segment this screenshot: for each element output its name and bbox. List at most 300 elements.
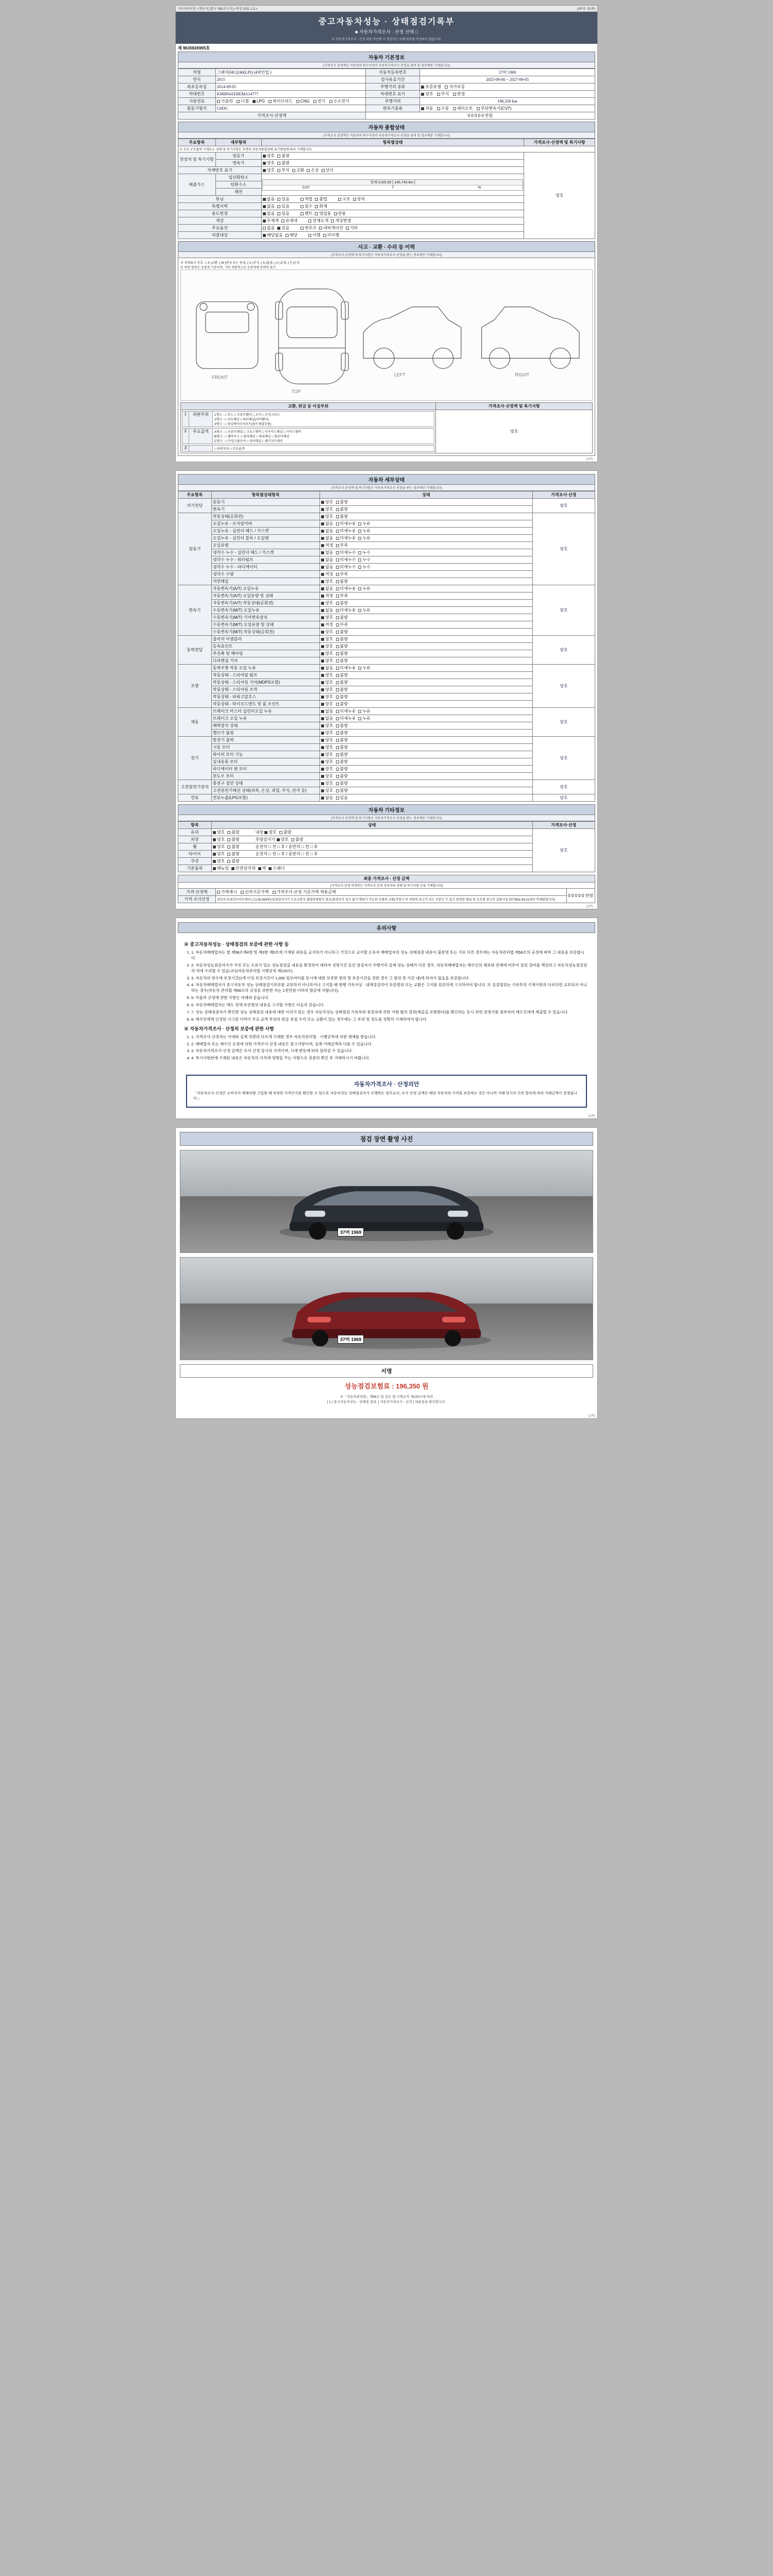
table-row (178, 650, 595, 657)
other-item-1: 외장 (178, 836, 212, 843)
accident-row-no-1: 1 (182, 411, 189, 427)
detail-state-6-4[interactable] (320, 766, 533, 773)
detail-state-4-0-option-1: 미세누유 (340, 666, 356, 670)
accident-row2-line3[interactable]: C랭크 : □ 트렁크플로어 □ 리어패널 □ 패키지트레이 (214, 440, 283, 443)
detail-state-6-2-option-1: 불량 (340, 752, 348, 757)
detail-item-2-2: 자동변속기(A/T) 작동상태(공회전) (211, 600, 320, 607)
declaration-text: 「자동차조사·산정은 소비자가 매매차량 구입할 때 적정한 가격인지를 확인할 수 있도록 자동차성능·상태점검자가 수행하는 업무로서, 조사·산정 금액은 해당 자동차의 가격을 보증하는 것은 아니며 거래 당사자 간의 합의에 따라 거래금액이 결정됩니다.」 (193, 1092, 577, 1101)
page-title: 중고자동차성능 · 상태점검기록부 (318, 18, 455, 26)
overall-item-main-options: 주요옵션 (178, 225, 262, 232)
photo-rear-view[interactable] (180, 1257, 593, 1360)
overall-lead: ※ 주요 구조물의 기재요소·상태 및 특기사항은 후면의 자동차종합상태 표기방법에 따라 기재합니다. (178, 146, 595, 152)
detail-state-2-6[interactable] (320, 629, 533, 636)
detail-header-1: 항목별상태항목 (211, 492, 320, 499)
detail-state-2-4[interactable] (320, 614, 533, 621)
notice-list-1 (191, 950, 589, 1023)
detail-state-5-1[interactable] (320, 715, 533, 722)
detail-state-2-3-option-1: 미세누유 (340, 608, 356, 613)
car-diagram[interactable] (180, 269, 593, 401)
other-state-1-option-1: 불량 (231, 837, 240, 842)
fuel-options[interactable] (215, 98, 365, 105)
detail-item-1-3: 오일누유 - 실린더 블록 / 오일팬 (211, 535, 320, 542)
detail-state-6-5-option-1: 불량 (340, 774, 348, 778)
detail-group-2: 변속기 (178, 585, 212, 636)
form-reference: 자동차관리법 시행규칙 [별지 제82호서식] <개정 2021.1.5.> (178, 8, 258, 11)
detail-state-1-5-option-1: 미세누수 (340, 550, 356, 555)
detail-state-7-1-option-1: 불량 (340, 788, 348, 793)
table-row (178, 858, 595, 865)
assessment-label-left: 가격·산정액 (178, 889, 216, 896)
detail-state-1-3-option-2: 누유 (362, 536, 371, 540)
table-row (178, 693, 595, 701)
detail-item-4-2: 작동상태 - 스티어링 기어(MDPS포함) (211, 679, 320, 686)
detail-state-6-2-option-0: 양호 (325, 752, 333, 757)
overall-state-recall[interactable]: 해당없음 해당 이행 미이행 (261, 232, 524, 239)
other-header-0: 항목 (178, 822, 212, 829)
table-row (178, 578, 595, 585)
detail-state-7-1-option-0: 양호 (325, 788, 333, 793)
label-car-name: 차명 (178, 69, 216, 76)
detail-state-7-0[interactable] (320, 780, 533, 787)
section-detail-state: 자동차 세부상태 (178, 474, 595, 485)
other-sub-label-2: 운전석 □ 전 □ 후 / 동반석 □ 전 □ 후 (255, 844, 318, 849)
detail-item-0-0: 원동기 (211, 499, 320, 506)
detail-item-8-0: 연료누출(LPG포함) (211, 794, 320, 802)
overall-state-tuning[interactable]: 없음 있음 적법 불법 구조 장치 (261, 196, 524, 203)
detail-state-1-1[interactable] (320, 520, 533, 528)
assessment-amount: 0 0 0 0 0 만원 (566, 889, 595, 903)
document-title-block (176, 12, 597, 44)
other-state-1[interactable] (211, 836, 532, 843)
detail-state-3-2-option-1: 불량 (340, 651, 348, 656)
section-accident-note: (가격조사·산정액 및 특기사항은 자동차가격조사·산정을 받는 경우에만 기재합니다) (178, 252, 595, 258)
detail-state-3-1-option-0: 양호 (325, 644, 333, 649)
detail-state-5-3[interactable] (320, 730, 533, 737)
detail-state-2-2[interactable] (320, 600, 533, 607)
detail-item-4-0: 동력조향 작동 오일 누유 (211, 665, 320, 672)
accident-diagram-panel[interactable] (178, 258, 595, 456)
detail-state-8-0[interactable] (320, 794, 533, 802)
detail-item-5-1: 브레이크 오일 누유 (211, 715, 320, 722)
detail-item-7-1: 고전원전기배선 상태(피복, 손상, 과열, 부식, 단자 등) (211, 787, 320, 794)
detail-group-1: 원동기 (178, 513, 212, 585)
detail-state-1-2-option-1: 미세누유 (340, 529, 356, 533)
detail-state-1-4-option-1: 부족 (340, 543, 348, 548)
photo-rear-car-graphic (180, 1258, 593, 1360)
mileage-kind-option-0: 보증유형 (425, 84, 442, 89)
overall-state-usage-change[interactable]: 없음 있음 렌트 영업용 관용 (261, 210, 524, 217)
detail-state-6-5-option-0: 양호 (325, 774, 333, 778)
detail-state-6-1-option-0: 양호 (325, 745, 333, 750)
detail-header-2: 상태 (320, 492, 533, 499)
detail-item-6-4: 라디에이터 팬 모터 (211, 766, 320, 773)
table-row (178, 499, 595, 506)
detail-state-2-1-option-1: 부족 (340, 594, 348, 598)
detail-state-6-5[interactable] (320, 773, 533, 780)
detail-state-5-1-option-2: 누유 (362, 716, 371, 721)
detail-state-2-0-option-1: 미세누유 (340, 586, 356, 591)
label-fuel: 사용연료 (178, 98, 216, 105)
fuel-option-3: 하이브리드 (273, 99, 293, 104)
value-mileage: 196,350 km (420, 98, 595, 105)
overall-group-emission: 배출가스 (178, 174, 216, 196)
detail-item-1-8: 냉각수 수량 (211, 571, 320, 578)
other-state-0[interactable] (211, 829, 532, 836)
detail-state-1-7[interactable] (320, 564, 533, 571)
overall-item-transmission: 변속기 (215, 160, 261, 167)
svg-text:LEFT: LEFT (394, 372, 406, 378)
other-state-4-option-0: 양호 (216, 859, 225, 863)
label-plate-number: 자동차등록번호 (366, 69, 420, 76)
svg-text:RIGHT: RIGHT (515, 372, 530, 378)
overall-state-main-options[interactable]: 없음 있음 썬루프 내비게이션 기타 (261, 225, 524, 232)
detail-state-1-6[interactable] (320, 556, 533, 564)
page-1 (175, 5, 598, 462)
detail-state-3-3-option-0: 양호 (325, 658, 333, 663)
detail-state-1-1-option-1: 미세누유 (340, 521, 356, 526)
detail-state-6-3-option-1: 불량 (340, 759, 348, 764)
detail-state-3-0-option-1: 불량 (340, 637, 348, 641)
detail-item-1-1: 오일누유 - 로커암카바 (211, 520, 320, 528)
overall-item-body-number: 자체번호 표기 (178, 167, 262, 174)
detail-item-3-1: 등속죠인트 (211, 643, 320, 650)
detail-item-0-1: 변속기 (211, 506, 320, 513)
detail-state-7-0-option-1: 불량 (340, 781, 348, 786)
label-first-registration: 최초등록일 (178, 83, 216, 91)
page-4 (175, 1127, 598, 1419)
notice-body (176, 933, 597, 1070)
detail-item-1-4: 오일유량 (211, 542, 320, 549)
table-row (178, 679, 595, 686)
detail-state-4-0[interactable] (320, 665, 533, 672)
detail-state-4-4-option-0: 양호 (325, 694, 333, 699)
table-row (178, 851, 595, 858)
detail-item-1-6: 냉각수 누수 - 워터펌프 (211, 556, 320, 564)
detail-state-1-9[interactable] (320, 578, 533, 585)
table-row (178, 621, 595, 629)
detail-state-0-1[interactable] (320, 506, 533, 513)
detail-state-0-0[interactable] (320, 499, 533, 506)
assessment-option-0: 가액제시 (221, 890, 237, 894)
declaration-box (186, 1075, 587, 1108)
value-plate-number: 37머 1969 (420, 69, 595, 76)
overall-group-engine: 전장치 및 특기사항 (178, 152, 216, 167)
transmission-option-0: 자동 (425, 106, 433, 111)
detail-state-2-3-option-0: 없음 (325, 608, 333, 613)
detail-state-1-3-option-1: 미세누유 (340, 536, 356, 540)
mileage-kind-option-1: 자가보증 (449, 84, 465, 89)
overall-state-special-history[interactable]: 없음 있음 침수 화재 (261, 203, 524, 210)
detail-state-3-0[interactable] (320, 636, 533, 643)
overall-item-color: 색상 (178, 217, 262, 225)
detail-state-1-4[interactable] (320, 542, 533, 549)
detail-state-6-2[interactable] (320, 751, 533, 758)
assessment-options[interactable] (215, 889, 566, 896)
notice-item-1-5: 6. 6. 자동차매매업자는 매도 전에 보증범위 내용을 고지할 사항은 다음과 같습니다. (191, 1003, 589, 1008)
detail-item-1-0: 작동상태(공회전) (211, 513, 320, 520)
final-assessment-title: 최종 가격조사 · 산정 금액 (178, 875, 595, 883)
notice-item-1-2: 3. 3. 자동차의 양수에 보장기간(1개 이상 보증기간이 1,000 킬로미터를 동시에 대한 보증한 범위 및 보증기간을 정한 경우 그 범위 및 기간 내)에 하자가 없음을 보증합니다. (191, 976, 589, 981)
table-row (178, 758, 595, 766)
table-row (178, 614, 595, 621)
detail-memo-3: 양호 (532, 636, 595, 665)
detail-state-8-0-option-0: 없음 (325, 795, 333, 800)
other-state-4[interactable] (211, 858, 532, 865)
accident-price-header: 가격조사·산정액 및 특기사항 (436, 403, 593, 410)
page-mark-1: (3쪽) (586, 458, 593, 461)
overall-item-co: 일산화탄소 (215, 174, 261, 181)
detail-state-2-3[interactable] (320, 607, 533, 614)
detail-state-4-1-option-1: 불량 (340, 673, 348, 677)
detail-state-7-0-option-0: 양호 (325, 781, 333, 786)
detail-state-4-4-option-1: 불량 (340, 694, 348, 699)
detail-state-1-1-option-0: 없음 (325, 521, 333, 526)
overall-state-color[interactable]: 무채색 유채색 전체도색 색상변경 (261, 217, 524, 225)
detail-state-6-0[interactable] (320, 737, 533, 744)
svg-text:TOP: TOP (291, 389, 301, 395)
detail-state-6-1[interactable] (320, 744, 533, 751)
notice-item-1-7: 8. 8. 매수인에게 인정된 시고된 이력이 주요 골격 부위의 판금·용접 수리 또는 교환이 있는 경우에는 그 부위 및 정도를 정확히 기재하여야 합니다. (191, 1017, 589, 1023)
baseline-items[interactable] (211, 865, 532, 872)
photo-footnotes (180, 1394, 593, 1409)
detail-state-7-1[interactable] (320, 787, 533, 794)
accident-row-no-3: 3 (182, 445, 189, 452)
value-first-registration: 2014-09-05 (215, 83, 365, 91)
table-row (178, 744, 595, 751)
table-row (178, 780, 595, 787)
section-overall-note: (가격조사·산정액은 자동차의 특수사정이 자동차가격조사·산정을 참여 및 경우에만 기재합니다) (178, 132, 595, 139)
overall-item-recall: 리콜대상 (178, 232, 262, 239)
detail-state-table (178, 491, 595, 802)
section-other-info-note: (가격조사·산정액 및 특기사항은 자동차가격조사·산정을 받는 경우에만 기재합니다) (178, 815, 595, 821)
detail-state-2-6-option-1: 불량 (340, 630, 348, 634)
other-sub-state-0-option-1: 불량 (283, 830, 292, 835)
detail-item-3-3: 디퍼렌셜 기어 (211, 657, 320, 665)
notice-item-1-3: 4. 4. 자동차매매업자가 중고자동차 성능·상태점검기록부를 교부하지 아니하거나 고지할 때 현행 기록서상 · 내재정검각이 보증범위 또는 교환은 고지를 검증하게 고지하여야 합니다. 또 실질범위는 기록부의 기재사항과 다르다면 교부되지 아니하는 경우(자동차 관리법 제58조의 규정을 위반한 자는 1천만원 이하의 벌금에 처합니다). (191, 982, 589, 994)
detail-state-3-1[interactable] (320, 643, 533, 650)
fuel-option-0: 가솔린 (221, 99, 233, 104)
total-fee-row (180, 1378, 593, 1394)
detail-state-4-2-option-1: 불량 (340, 680, 348, 685)
baseline-label: 기본품목 (178, 865, 212, 872)
overall-item-hc: 탄화수소 (215, 181, 261, 189)
detail-item-4-3: 작동상태 - 스티어링 조작 (211, 686, 320, 693)
detail-state-4-4[interactable] (320, 693, 533, 701)
table-row (178, 773, 595, 780)
detail-state-1-0-option-1: 불량 (340, 514, 348, 519)
detail-state-3-2[interactable] (320, 650, 533, 657)
detail-item-7-0: 충전구 절연 상태 (211, 780, 320, 787)
detail-item-2-1: 자동변속기(A/T) 오일유량 및 상태 (211, 592, 320, 600)
other-sub-state-0-option-0: 양호 (268, 830, 277, 835)
accident-row-label-3 (189, 445, 213, 452)
label-transmission: 변속기종류 (366, 105, 420, 112)
detail-state-4-2[interactable] (320, 679, 533, 686)
value-vin: KMHN41EBEMA14777 (215, 91, 365, 98)
detail-group-8: 연료 (178, 794, 212, 802)
detail-group-7: 고전원전기장치 (178, 780, 212, 794)
detail-state-5-1-option-1: 미세누유 (340, 716, 356, 721)
table-row (178, 643, 595, 650)
detail-state-8-0-option-1: 있음 (340, 795, 348, 800)
detail-state-2-5[interactable] (320, 621, 533, 629)
detail-state-1-3[interactable] (320, 535, 533, 542)
other-header-2: 가격조사·산정 (532, 822, 595, 829)
other-header-1: 상태 (211, 822, 532, 829)
other-sub-state-1-option-0: 양호 (280, 837, 289, 842)
detail-item-4-1: 작동상태 - 스티어링 펌프 (211, 672, 320, 679)
transmission-option-3: 무단변속기(CVT) (480, 106, 512, 111)
detail-state-2-4-option-1: 불량 (340, 615, 348, 620)
detail-state-1-5-option-2: 누수 (362, 550, 371, 555)
fuel-option-1: 디젤 (241, 99, 249, 104)
baseline-item-1: 안전삼각대 (235, 866, 256, 871)
assessment-label-left-2: 가격·조사산정 (178, 896, 216, 903)
detail-state-6-3[interactable] (320, 758, 533, 766)
detail-item-2-3: 수동변속기(M/T) 오일누유 (211, 607, 320, 614)
photo-rear-plate: 37머 1969 (338, 1335, 364, 1344)
detail-state-5-0[interactable] (320, 708, 533, 715)
detail-state-2-0-option-0: 없음 (325, 586, 333, 591)
table-row (178, 571, 595, 578)
accident-row1-line1[interactable]: 1랭크 : □ 후드 □ 프론트휀더 □ 도어 □ 트렁크리드 (214, 414, 280, 417)
other-state-4-option-1: 불량 (231, 859, 240, 863)
label-mileage-kind: 주행거리 종류 (366, 83, 420, 91)
other-sub-label-0: 내장 (255, 830, 264, 835)
detail-state-1-8-option-1: 부족 (340, 572, 348, 577)
detail-state-1-5-option-0: 없음 (325, 550, 333, 555)
accident-row3-line1[interactable]: □ 외판부위 □ 주요골격 (214, 448, 245, 451)
detail-item-2-6: 수동변속기(M/T) 작동상태(공회전) (211, 629, 320, 636)
label-inspection-period: 검사유효기간 (366, 76, 420, 83)
table-row (178, 686, 595, 693)
fuel-option-6: 수소전기 (333, 99, 349, 104)
section-detail-state-note: (가격조사·산정액 및 특기사항은 자동차가격조사·산정을 받는 경우에만 기재합니다) (178, 485, 595, 491)
notice-item-1-0: 1. 1. 자동차매매업자는 법 제58조제4항 및 제3항 제5호에 기재된 내용을 교지하기 아니하고 거짓으로 교지할 소유자 매매업자의 성능·상태점검 내용이 불분명 또는 서로 다른 경우에는 자동차관리법 제58조의 규정에 따라 그 내용을 보증합니다. (191, 950, 589, 961)
assessment-option-1: 신차기준가액 (244, 890, 269, 894)
table-row (178, 672, 595, 679)
detail-state-2-1-option-0: 적정 (325, 594, 333, 598)
photo-front-view[interactable] (180, 1150, 593, 1253)
label-engine-type: 원동기형식 (178, 105, 216, 112)
detail-state-5-2[interactable] (320, 722, 533, 730)
transmission-options[interactable] (420, 105, 595, 112)
table-row (178, 865, 595, 872)
detail-state-1-5[interactable] (320, 549, 533, 556)
detail-state-2-1[interactable] (320, 592, 533, 600)
other-state-0-option-0: 양호 (216, 830, 225, 835)
accident-detail-header: 교환, 판금 등 이상부위 (181, 403, 436, 410)
detail-memo-7: 양호 (532, 780, 595, 794)
car-diagram-svg (181, 270, 592, 400)
detail-state-2-5-option-0: 적정 (325, 622, 333, 627)
vin-mark-options[interactable]: 양호 부식 변경 (420, 91, 595, 98)
other-sub-state-1-option-1: 불량 (295, 837, 304, 842)
detail-state-4-5[interactable] (320, 701, 533, 708)
transmission-option-1: 수동 (441, 106, 449, 111)
table-row (178, 592, 595, 600)
accident-row1-line2[interactable]: 2랭크 : □ 루프패널 □ 쿼터패널(리어휀더) (214, 418, 269, 421)
other-state-3[interactable] (211, 851, 532, 858)
detail-item-6-3: 실내송풍 모터 (211, 758, 320, 766)
value-engine-type: G6DG (215, 105, 365, 112)
table-row (178, 528, 595, 535)
section-basic-info: 자동차 기본정보 (178, 52, 595, 62)
table-row (178, 722, 595, 730)
title-note: ※ 자동차가격조사 · 산정 내용 미선택 시 점검자는 아래 항목을 작성하지 않습니다. (331, 38, 442, 41)
fuel-option-4: CNG (300, 99, 310, 104)
fuel-option-2: LPG (256, 99, 265, 104)
mileage-kind-options[interactable] (420, 83, 595, 91)
detail-state-2-0[interactable] (320, 585, 533, 592)
accident-row2-line1[interactable]: A랭크 : □ 프론트패널 □ 크로스멤버 □ 인사이드패널 □ 사이드멤버 (214, 431, 301, 434)
overall-item-usage-change: 용도변경 (178, 210, 262, 217)
detail-item-2-0: 자동변속기(A/T) 오일누유 (211, 585, 320, 592)
table-row (178, 701, 595, 708)
detail-state-1-8-option-0: 적정 (325, 572, 333, 577)
page-mark-3: (3쪽) (588, 1114, 595, 1118)
detail-state-1-2[interactable] (320, 528, 533, 535)
other-state-1-option-0: 양호 (216, 837, 225, 842)
overall-price-memo: 양호 (524, 152, 595, 239)
detail-state-6-1-option-1: 불량 (340, 745, 348, 750)
signature-row[interactable]: 서명 (180, 1364, 593, 1378)
accident-price-value: 양호 (436, 410, 593, 453)
title-subtitle: ■ 자동차가격조사 · 산정 선택 □ (355, 29, 418, 35)
detail-state-5-2-option-0: 양호 (325, 723, 333, 728)
accident-lead-2: ※ 하단 항목은 승용차 기준이며, 기타 차량적으로 승용차에 준하여 표기 (180, 266, 276, 269)
detail-state-3-3[interactable] (320, 657, 533, 665)
table-row (178, 787, 595, 794)
other-state-2[interactable] (211, 843, 532, 851)
table-row (178, 549, 595, 556)
detail-state-0-1-option-0: 양호 (325, 507, 333, 512)
detail-state-1-0[interactable] (320, 513, 533, 520)
overall-state-engine[interactable]: 양호 불량 (261, 152, 524, 160)
table-row (178, 535, 595, 542)
overall-state-body-number[interactable]: 양호 부식 교환 손상 상이 (261, 167, 524, 174)
detail-state-3-3-option-1: 불량 (340, 658, 348, 663)
detail-memo-4: 양호 (532, 665, 595, 708)
overall-item-smoke: 매연 (215, 189, 261, 196)
detail-state-1-6-option-0: 없음 (325, 557, 333, 562)
table-row (178, 629, 595, 636)
page-indicator: (3쪽중 제1쪽) (577, 8, 595, 11)
emission-hc-value: 7 (392, 185, 394, 190)
detail-state-4-1[interactable] (320, 672, 533, 679)
detail-state-5-3-option-0: 양호 (325, 731, 333, 735)
detail-item-6-1: 시동 모터 (211, 744, 320, 751)
accident-row2-line2[interactable]: B랭크 : □ 휠하우스 □ 필러패널 □ 대쉬패널 □ 플로어패널 (214, 435, 290, 438)
detail-state-1-3-option-0: 없음 (325, 536, 333, 540)
overall-state-transmission[interactable]: 양호 불량 (261, 160, 524, 167)
detail-state-1-8[interactable] (320, 571, 533, 578)
accident-row1-line3[interactable]: 3랭크 : □ 라디에이터서포트(볼트체결부품) (214, 423, 272, 426)
detail-item-4-4: 작동상태 - 파워고압호스 (211, 693, 320, 701)
header-price-memo: 가격조사·산정액 및 특기사항 (524, 139, 595, 146)
detail-state-4-3[interactable] (320, 686, 533, 693)
detail-state-4-3-option-1: 불량 (340, 687, 348, 692)
detail-item-3-2: 추진축 및 베어링 (211, 650, 320, 657)
transmission-option-2: 세미오토 (457, 106, 473, 111)
other-info-table (178, 821, 595, 872)
notice-item-2-0: 1. 1. 가격조사·산정자는 이에와 실제 차량과 다르게 기재한 경우 자동차관리법 · 시행규칙에 의한 제재를 받습니다. (191, 1035, 589, 1040)
table-row (178, 794, 595, 802)
notice-item-1-6: 7. 7. 성능·상태점검자가 확인한 성능·상태점검 내용에 대한 이의가 있는 경우 자동차성능·상태점검 기록부와 점검자에 관한 사항 협의 결과(제출을 포함한다)를 확인하는 동시 관련 증명서를 첨부하여 매도인에게 제출할 수 있습니다. (191, 1010, 589, 1015)
table-row (178, 556, 595, 564)
detail-state-4-3-option-0: 양호 (325, 687, 333, 692)
table-row (178, 665, 595, 672)
